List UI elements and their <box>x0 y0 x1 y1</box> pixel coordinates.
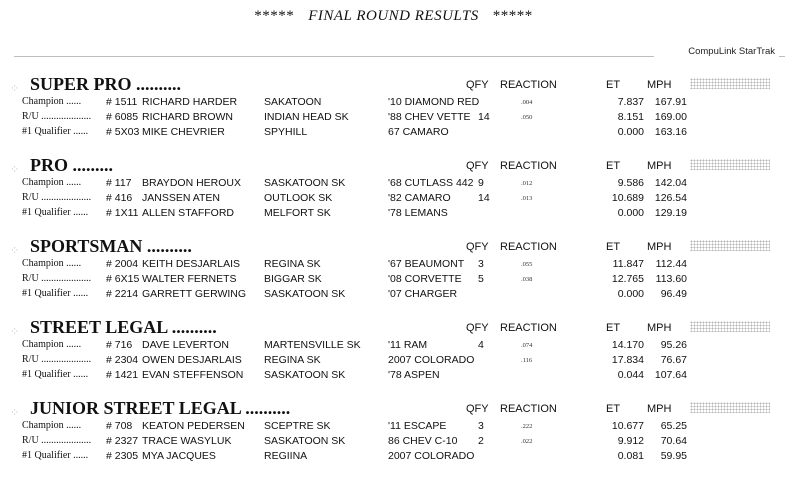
hometown: SPYHILL <box>264 126 308 138</box>
car-model: 2007 COLORADO <box>388 450 475 462</box>
section-bullet-icon: ⁘ <box>10 407 19 419</box>
section-bullet-icon: ⁘ <box>10 83 19 95</box>
car-number: # 416 <box>106 192 133 204</box>
car-number: # 6X15 <box>106 273 140 285</box>
car-number: # 708 <box>106 420 133 432</box>
header-mph: MPH <box>647 160 672 172</box>
car-number: # 117 <box>106 177 132 189</box>
hometown: SCEPTRE SK <box>264 420 331 432</box>
elapsed-time: 17.834 <box>611 354 644 366</box>
elapsed-time: 10.689 <box>611 192 644 204</box>
speed-mph: 142.04 <box>654 177 687 189</box>
class-section-street-legal <box>0 317 787 397</box>
hatch-decoration <box>690 159 770 170</box>
header-qfy: QFY <box>466 160 489 172</box>
qualify-position: 3 <box>478 420 484 432</box>
role-label: #1 Qualifier ...... <box>22 207 89 218</box>
header-qfy: QFY <box>466 322 489 334</box>
driver-name: KEITH DESJARLAIS <box>142 258 241 270</box>
car-number: # 2214 <box>106 288 139 300</box>
speed-mph: 70.64 <box>660 435 687 447</box>
car-model: '08 CORVETTE <box>388 273 462 285</box>
driver-name: OWEN DESJARLAIS <box>142 354 242 366</box>
role-label: Champion ...... <box>22 258 82 269</box>
car-number: # 1511 <box>106 96 138 108</box>
hometown: OUTLOOK SK <box>264 192 333 204</box>
driver-name: JANSSEN ATEN <box>142 192 220 204</box>
hometown: SASKATOON SK <box>264 435 346 447</box>
qualify-position: 4 <box>478 339 484 351</box>
qualify-position: 5 <box>478 273 484 285</box>
divider-line <box>14 56 654 57</box>
driver-name: MYA JACQUES <box>142 450 216 462</box>
speed-mph: 107.64 <box>654 369 687 381</box>
hatch-decoration <box>690 402 770 413</box>
car-model: '88 CHEV VETTE <box>388 111 471 123</box>
header-qfy: QFY <box>466 241 489 253</box>
role-label: R/U .................... <box>22 192 92 203</box>
role-label: #1 Qualifier ...... <box>22 126 89 137</box>
hometown: SAKATOON <box>264 96 322 108</box>
speed-mph: 65.25 <box>660 420 687 432</box>
role-label: Champion ...... <box>22 96 82 107</box>
role-label: #1 Qualifier ...... <box>22 369 89 380</box>
car-model: 67 CAMARO <box>388 126 449 138</box>
result-row-champion <box>0 258 787 273</box>
speed-mph: 163.16 <box>654 126 687 138</box>
role-label: R/U .................... <box>22 273 92 284</box>
speed-mph: 95.26 <box>660 339 687 351</box>
elapsed-time: 12.765 <box>611 273 644 285</box>
hometown: SASKATOON SK <box>264 177 346 189</box>
section-title: SPORTSMAN .......... <box>30 236 192 256</box>
hometown: SASKATOON SK <box>264 369 346 381</box>
role-label: R/U .................... <box>22 111 92 122</box>
header-et: ET <box>606 160 621 172</box>
result-row-runner-up <box>0 273 787 288</box>
result-row-qualifier <box>0 369 787 384</box>
header-reaction: REACTION <box>500 322 557 334</box>
car-number: # 2004 <box>106 258 139 270</box>
class-section-junior-street-legal <box>0 398 787 478</box>
driver-name: KEATON PEDERSEN <box>142 420 245 432</box>
role-label: Champion ...... <box>22 177 82 188</box>
car-model: '82 CAMARO <box>388 192 451 204</box>
car-number: # 1X11 <box>106 207 139 219</box>
hometown: REGIINA <box>264 450 308 462</box>
hometown: REGINA SK <box>264 354 321 366</box>
title-stars-right: ***** <box>492 8 533 24</box>
header-reaction: REACTION <box>500 160 557 172</box>
qualify-position: 14 <box>478 192 490 204</box>
header-mph: MPH <box>647 403 672 415</box>
hometown: MARTENSVILLE SK <box>264 339 361 351</box>
speed-mph: 126.54 <box>654 192 687 204</box>
elapsed-time: 7.837 <box>617 96 644 108</box>
result-row-champion <box>0 96 787 111</box>
elapsed-time: 0.000 <box>617 126 644 138</box>
elapsed-time: 0.081 <box>617 450 644 462</box>
speed-mph: 76.67 <box>660 354 687 366</box>
reaction-time: .012 <box>521 180 533 187</box>
header-qfy: QFY <box>466 79 489 91</box>
elapsed-time: 0.000 <box>617 207 644 219</box>
speed-mph: 113.60 <box>655 273 687 285</box>
hometown: REGINA SK <box>264 258 321 270</box>
role-label: #1 Qualifier ...... <box>22 288 89 299</box>
car-number: # 5X03 <box>106 126 140 138</box>
result-row-runner-up <box>0 435 787 450</box>
qualify-position: 3 <box>478 258 484 270</box>
header-et: ET <box>606 403 621 415</box>
car-model: '67 BEAUMONT <box>388 258 465 270</box>
driver-name: GARRETT GERWING <box>142 288 247 300</box>
header-et: ET <box>606 322 621 334</box>
section-title: JUNIOR STREET LEGAL .......... <box>30 398 291 418</box>
qualify-position: 9 <box>478 177 484 189</box>
class-section-pro <box>0 155 787 235</box>
header-et: ET <box>606 241 621 253</box>
result-row-qualifier <box>0 288 787 303</box>
reaction-time: .116 <box>521 357 533 364</box>
result-row-qualifier <box>0 207 787 222</box>
reaction-time: .074 <box>521 342 533 349</box>
class-section-super-pro <box>0 74 787 154</box>
elapsed-time: 0.044 <box>617 369 644 381</box>
hometown: SASKATOON SK <box>264 288 346 300</box>
car-model: '78 LEMANS <box>388 207 448 219</box>
header-et: ET <box>606 79 621 91</box>
role-label: R/U .................... <box>22 435 92 446</box>
elapsed-time: 10.677 <box>611 420 644 432</box>
qualify-position: 14 <box>478 111 490 123</box>
car-model: '10 DIAMOND RED <box>388 96 480 108</box>
car-number: # 2327 <box>106 435 139 447</box>
section-bullet-icon: ⁘ <box>10 326 19 338</box>
speed-mph: 169.00 <box>654 111 687 123</box>
role-label: #1 Qualifier ...... <box>22 450 89 461</box>
reaction-time: .038 <box>521 276 533 283</box>
result-row-champion <box>0 420 787 435</box>
result-row-champion <box>0 339 787 354</box>
driver-name: MIKE CHEVRIER <box>142 126 225 138</box>
reaction-time: .050 <box>521 114 533 121</box>
brand-label: CompuLink StarTrak <box>688 46 775 57</box>
result-row-qualifier <box>0 126 787 141</box>
hatch-decoration <box>690 321 770 332</box>
qualify-position: 2 <box>478 435 484 447</box>
section-title: PRO ......... <box>30 155 113 175</box>
reaction-time: .222 <box>521 423 533 430</box>
driver-name: RICHARD HARDER <box>142 96 238 108</box>
driver-name: EVAN STEFFENSON <box>142 369 244 381</box>
section-bullet-icon: ⁘ <box>10 164 19 176</box>
hatch-decoration <box>690 78 770 89</box>
role-label: R/U .................... <box>22 354 92 365</box>
hometown: MELFORT SK <box>264 207 331 219</box>
speed-mph: 167.91 <box>654 96 687 108</box>
driver-name: WALTER FERNETS <box>142 273 237 285</box>
elapsed-time: 9.912 <box>617 435 644 447</box>
title-text: FINAL ROUND RESULTS <box>308 8 479 24</box>
page-title <box>0 8 787 25</box>
elapsed-time: 9.586 <box>617 177 644 189</box>
driver-name: RICHARD BROWN <box>142 111 233 123</box>
car-number: # 6085 <box>106 111 139 123</box>
header-mph: MPH <box>647 79 672 91</box>
car-number: # 716 <box>106 339 133 351</box>
result-row-runner-up <box>0 354 787 369</box>
hometown: INDIAN HEAD SK <box>264 111 349 123</box>
car-model: 2007 COLORADO <box>388 354 475 366</box>
driver-name: ALLEN STAFFORD <box>142 207 234 219</box>
hometown: BIGGAR SK <box>264 273 322 285</box>
speed-mph: 129.19 <box>654 207 687 219</box>
section-title: SUPER PRO .......... <box>30 74 182 94</box>
result-row-champion <box>0 177 787 192</box>
result-row-qualifier <box>0 450 787 465</box>
reaction-time: .022 <box>521 438 533 445</box>
section-bullet-icon: ⁘ <box>10 245 19 257</box>
speed-mph: 112.44 <box>655 258 687 270</box>
reaction-time: .013 <box>521 195 533 202</box>
section-title: STREET LEGAL .......... <box>30 317 217 337</box>
class-section-sportsman <box>0 236 787 316</box>
car-number: # 2304 <box>106 354 139 366</box>
driver-name: BRAYDON HEROUX <box>142 177 241 189</box>
result-row-runner-up <box>0 192 787 207</box>
header-reaction: REACTION <box>500 403 557 415</box>
role-label: Champion ...... <box>22 420 82 431</box>
car-model: '07 CHARGER <box>388 288 458 300</box>
divider-line-end <box>779 56 785 57</box>
elapsed-time: 11.847 <box>612 258 644 270</box>
car-model: '68 CUTLASS 442 <box>388 177 474 189</box>
header-reaction: REACTION <box>500 241 557 253</box>
header-mph: MPH <box>647 241 672 253</box>
elapsed-time: 0.000 <box>617 288 644 300</box>
title-stars-left: ***** <box>254 8 295 24</box>
car-model: '11 ESCAPE <box>388 420 447 432</box>
header-qfy: QFY <box>466 403 489 415</box>
hatch-decoration <box>690 240 770 251</box>
header-reaction: REACTION <box>500 79 557 91</box>
speed-mph: 96.49 <box>660 288 687 300</box>
car-model: 86 CHEV C-10 <box>388 435 458 447</box>
header-mph: MPH <box>647 322 672 334</box>
car-number: # 1421 <box>106 369 139 381</box>
car-model: '11 RAM <box>388 339 428 351</box>
elapsed-time: 8.151 <box>617 111 644 123</box>
driver-name: TRACE WASYLUK <box>142 435 232 447</box>
result-row-runner-up <box>0 111 787 126</box>
car-model: '78 ASPEN <box>388 369 440 381</box>
role-label: Champion ...... <box>22 339 82 350</box>
reaction-time: .004 <box>521 99 533 106</box>
speed-mph: 59.95 <box>660 450 687 462</box>
header-rule <box>14 44 785 58</box>
reaction-time: .055 <box>521 261 533 268</box>
driver-name: DAVE LEVERTON <box>142 339 229 351</box>
car-number: # 2305 <box>106 450 139 462</box>
elapsed-time: 14.170 <box>611 339 644 351</box>
